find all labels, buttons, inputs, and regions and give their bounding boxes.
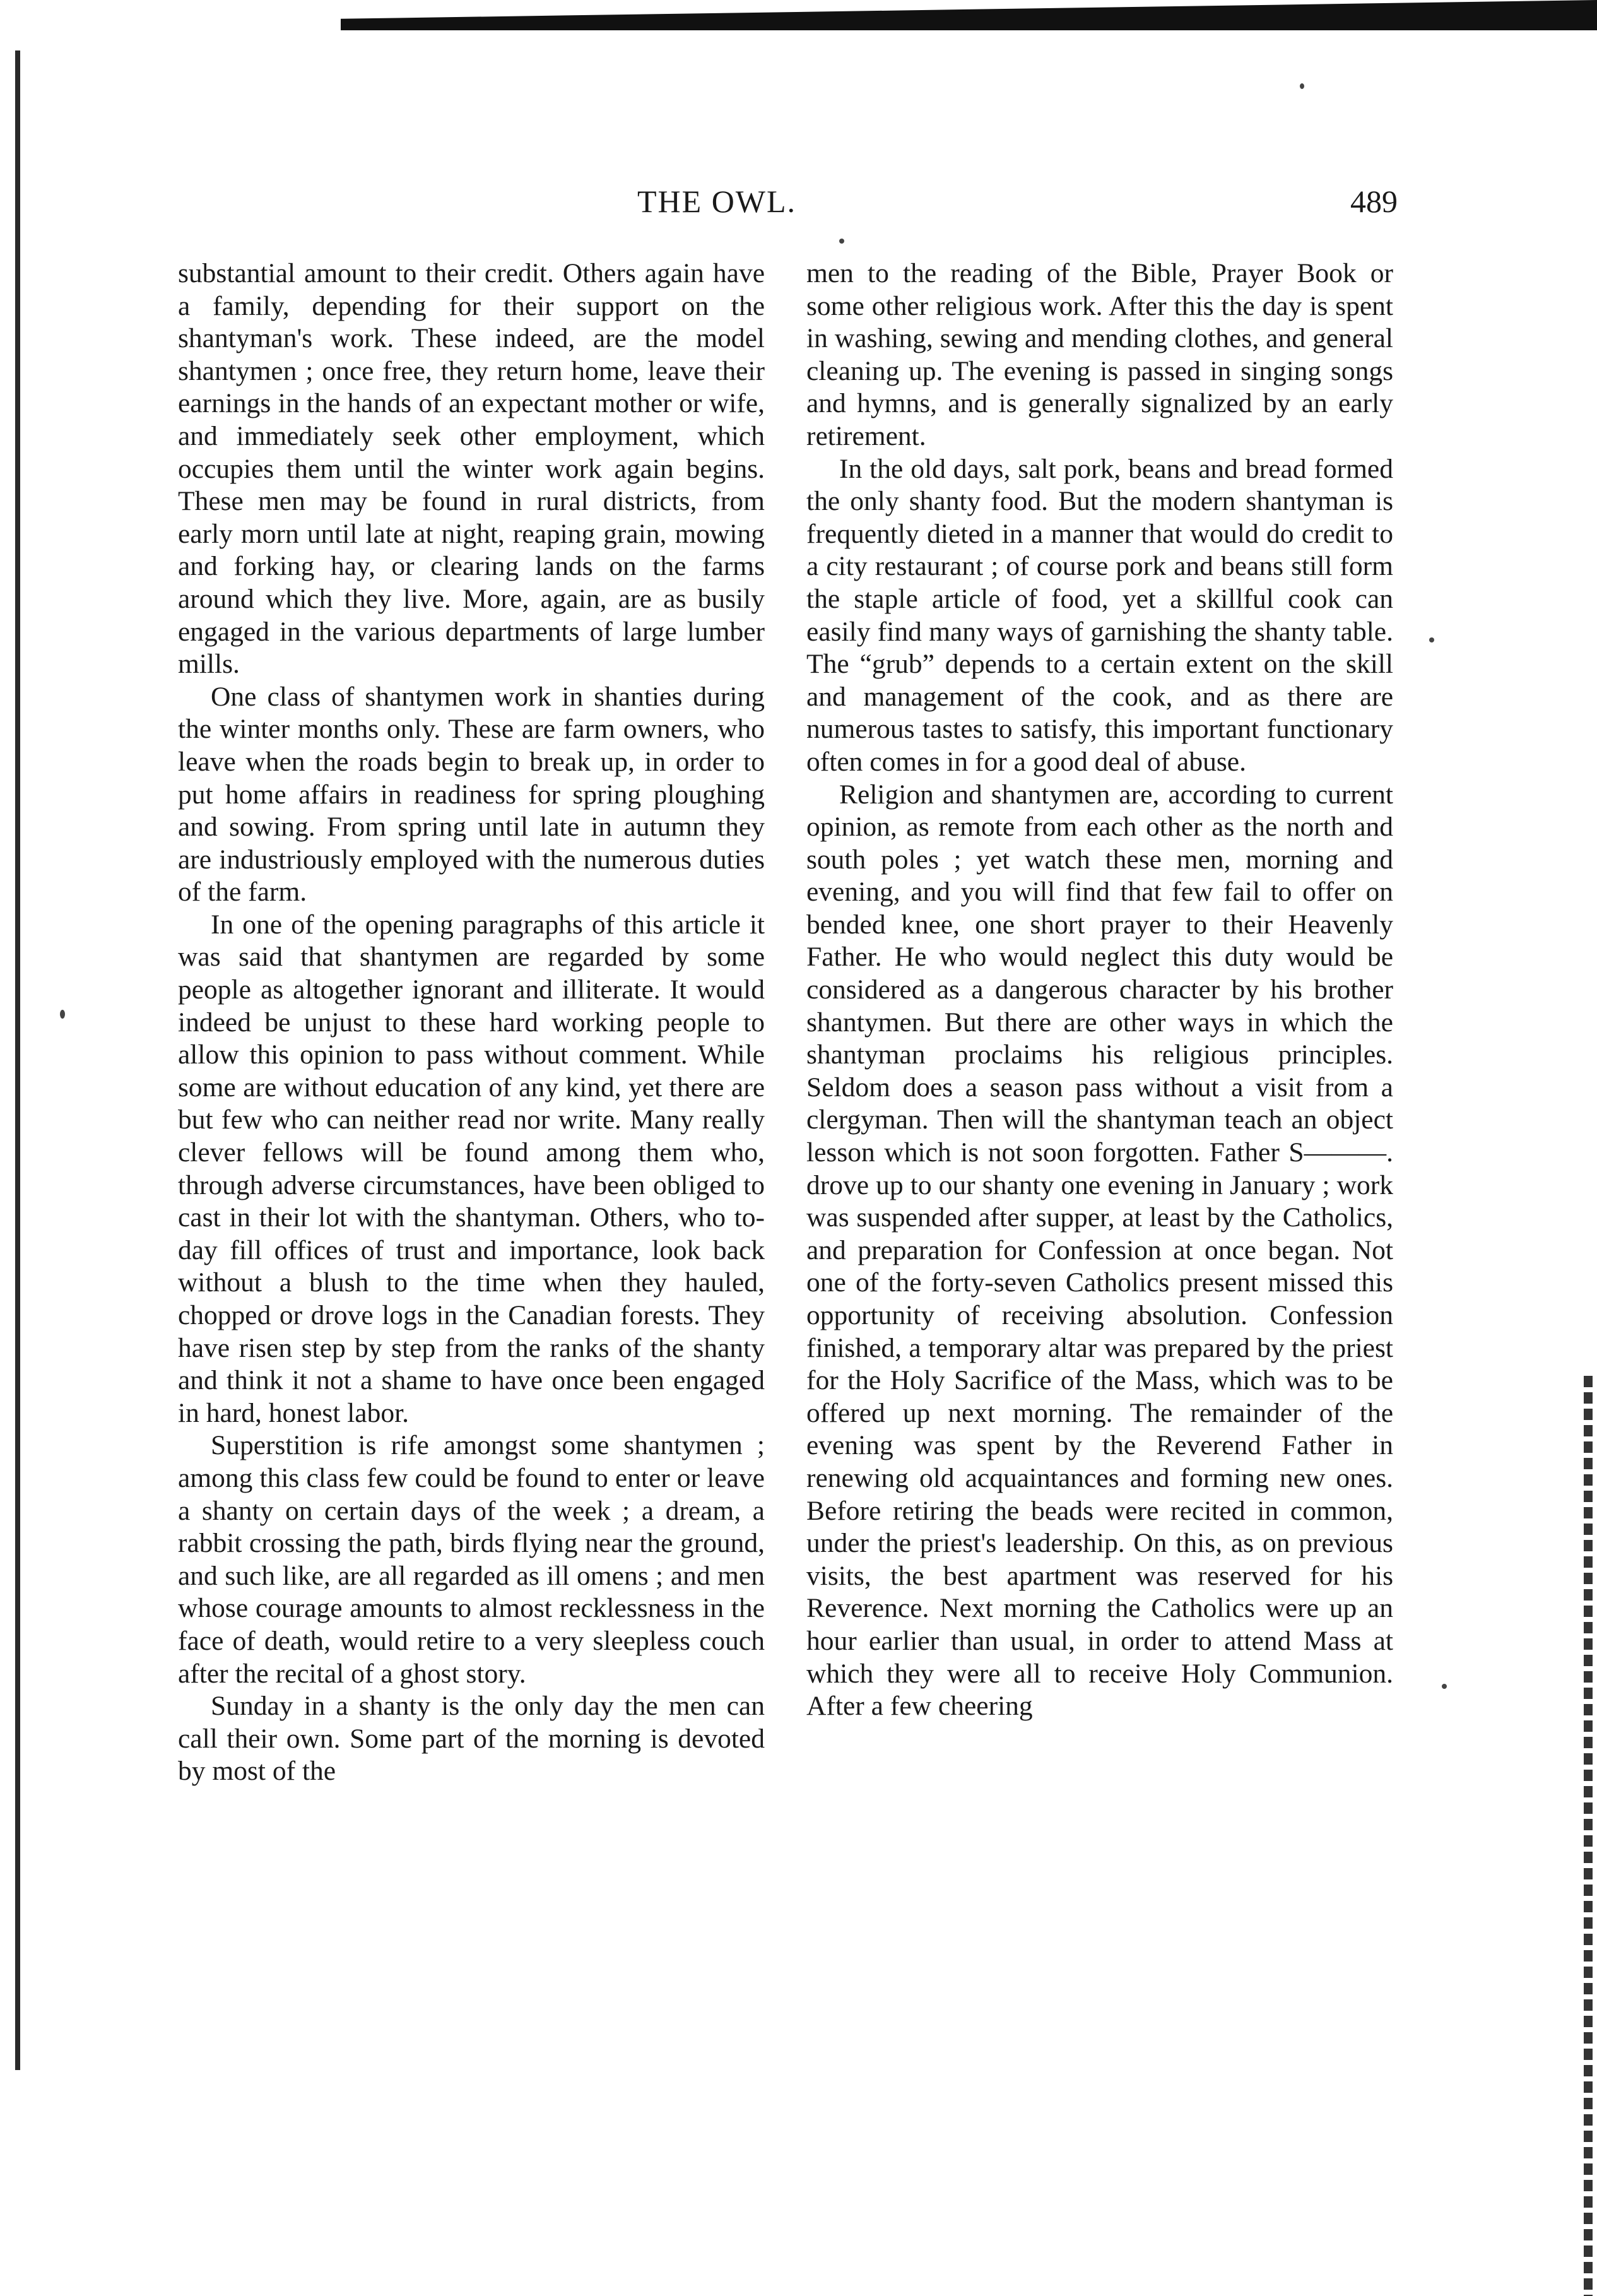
paragraph: Sunday in a shanty is the only day the men can call their own. Some part of the morning is devoted by most of the: [178, 1691, 765, 1787]
page-header: [0, 183, 1597, 234]
scan-speck: [839, 239, 844, 244]
page-number: 489: [1350, 184, 1398, 219]
left-margin-shadow: [15, 50, 20, 2070]
scan-speck: [1442, 1684, 1447, 1689]
scan-speck: [1429, 637, 1434, 642]
paragraph: In one of the opening paragraphs of this article it was said that shantymen are regarded by some people as altogether ignorant and illiterate. It would indeed be unjust to these hard working people to allow this opinion to pass without comment. While some are without education of any kind, yet there are but few who can neither read nor write. Many really clever fellows will be found among them who, through adverse circumstances, have been obliged to cast in their lot with the shantyman. Others, who to-day fill offices of trust and importance, look back without a blush to the time when they hauled, chopped or drove logs in the Canadian forests. They have risen step by step from the ranks of the shanty and think it not a shame to have once been engaged in hard, honest labor.: [178, 909, 765, 1428]
paragraph: One class of shantymen work in shanties during the winter months only. These are farm owners, who leave when the roads begin to break up, in order to put home affairs in readiness for spring ploughing and sowing. From spring until late in autumn they are industriously employed with the numerous duties of the farm.: [178, 681, 765, 908]
scan-speck: [60, 1010, 65, 1019]
paragraph: substantial amount to their credit. Others again have a family, depending for their support on the shantyman's work. These indeed, are the model shantymen ; once free, they return home, leave their earnings in the hands of an expectant mother or wife, and immediately seek other employment, which occupies them until the winter work again begins. These men may be found in rural districts, from early morn until late at night, reaping grain, mowing and forking hay, or clearing lands on the farms around which they live. More, again, are as busily engaged in the various departments of large lumber mills.: [178, 258, 765, 680]
paragraph: men to the reading of the Bible, Prayer Book or some other religious work. After this the day is spent in washing, sewing and mending clothes, and general cleaning up. The evening is passed in singing songs and hymns, and is generally signalized by an early retirement.: [806, 258, 1393, 451]
top-scan-rule: [341, 0, 1597, 30]
paragraph: Superstition is rife amongst some shantymen ; among this class few could be found to enter or leave a shanty on certain days of the week ; a dream, a rabbit crossing the path, birds flying near the ground, and such like, are all regarded as ill omens ; and men whose courage amounts to almost recklessness in the face of death, would retire to a very sleepless couch after the recital of a ghost story.: [178, 1430, 765, 1689]
paragraph: Religion and shantymen are, according to current opinion, as remote from each other as the north and south poles ; yet watch these men, morning and evening, and you will find that few fail to offer on bended knee, one short prayer to their Heavenly Father. He who would neglect this duty would be considered as a dangerous character by his brother shantymen. But there are other ways in which the shantyman proclaims his religious principles. Seldom does a season pass without a visit from a clergyman. Then will the shantyman teach an object lesson which is not soon forgotten. Father S———. drove up to our shanty one evening in January ; work was suspended after supper, at least by the Catholics, and preparation for Confession at once began. Not one of the forty-seven Catholics present missed this opportunity of receiving absolution. Confession finished, a temporary altar was prepared by the priest for the Holy Sacrifice of the Mass, which was to be offered up next morning. The remainder of the evening was spent by the Reverend Father in renewing old acquaintances and forming new ones. Before retiring the beads were recited in common, under the priest's leadership. On this, as on previous visits, the best apartment was reserved for his Reverence. Next morning the Catholics were up an hour earlier than usual, in order to attend Mass at which they were all to receive Holy Communion. After a few cheering: [806, 779, 1393, 1722]
running-title: THE OWL.: [637, 184, 797, 219]
paragraph: In the old days, salt pork, beans and bread formed the only shanty food. But the modern shantyman is frequently dieted in a manner that would do credit to a city restaurant ; of course pork and beans still form the staple article of food, yet a skillful cook can easily find many ways of garnishing the shanty table. The “grub” depends to a certain extent on the skill and management of the cook, and as there are numerous tastes to satisfy, this important functionary often comes in for a good deal of abuse.: [806, 453, 1393, 777]
right-column: [806, 257, 1393, 1723]
left-column: [178, 257, 765, 1788]
scan-speck: [1300, 83, 1304, 89]
right-edge-shadow: [1584, 1376, 1593, 2296]
